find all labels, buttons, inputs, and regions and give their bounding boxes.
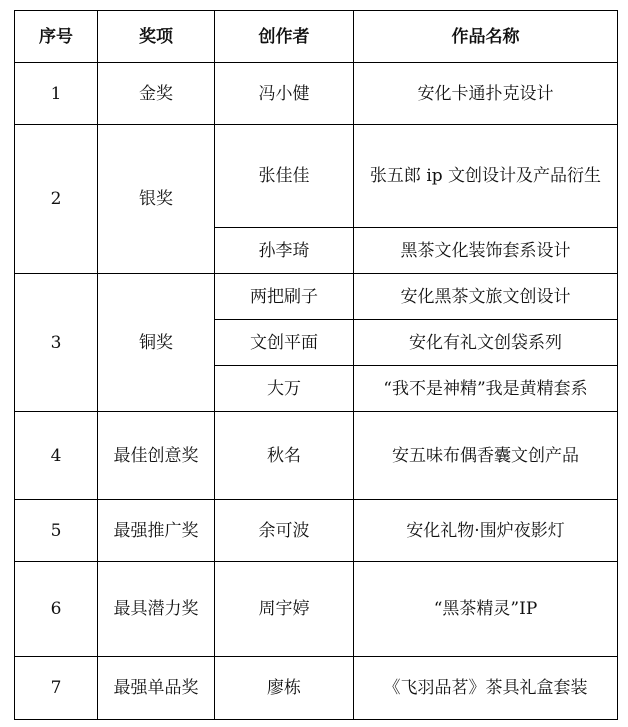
work-title-cell: 安化卡通扑克设计 xyxy=(354,63,618,125)
award-cell: 最佳创意奖 xyxy=(98,412,215,500)
awards-table xyxy=(14,10,618,720)
header-cell-creator: 创作者 xyxy=(215,11,354,63)
row-number-cell: 3 xyxy=(15,274,98,412)
creator-cell: 秋名 xyxy=(215,412,354,500)
work-title-cell: “我不是神精”我是黄精套系 xyxy=(354,366,618,412)
table-header-row xyxy=(15,11,618,63)
award-cell: 最强单品奖 xyxy=(98,657,215,720)
row-number-cell: 2 xyxy=(15,125,98,274)
work-title-cell: 安化有礼文创袋系列 xyxy=(354,320,618,366)
creator-cell: 张佳佳 xyxy=(215,125,354,228)
table-row xyxy=(15,562,618,657)
row-number-cell: 6 xyxy=(15,562,98,657)
award-cell: 铜奖 xyxy=(98,274,215,412)
row-number-cell: 7 xyxy=(15,657,98,720)
award-cell: 最强推广奖 xyxy=(98,500,215,562)
work-title-cell: “黑茶精灵”IP xyxy=(354,562,618,657)
award-cell: 金奖 xyxy=(98,63,215,125)
table-row xyxy=(15,500,618,562)
creator-cell: 孙李琦 xyxy=(215,228,354,274)
table-row xyxy=(15,412,618,500)
work-title-cell: 安五味布偶香囊文创产品 xyxy=(354,412,618,500)
work-title-cell: 张五郎 ip 文创设计及产品衍生 xyxy=(354,125,618,228)
table-row xyxy=(15,274,618,320)
row-number-cell: 5 xyxy=(15,500,98,562)
row-number-cell: 1 xyxy=(15,63,98,125)
header-cell-number: 序号 xyxy=(15,11,98,63)
award-cell: 银奖 xyxy=(98,125,215,274)
work-title-cell: 《飞羽品茗》茶具礼盒套装 xyxy=(354,657,618,720)
work-title-cell: 黑茶文化装饰套系设计 xyxy=(354,228,618,274)
header-cell-award: 奖项 xyxy=(98,11,215,63)
table-row xyxy=(15,125,618,228)
row-number-cell: 4 xyxy=(15,412,98,500)
header-cell-work: 作品名称 xyxy=(354,11,618,63)
work-title-cell: 安化礼物·围炉夜影灯 xyxy=(354,500,618,562)
creator-cell: 冯小健 xyxy=(215,63,354,125)
creator-cell: 廖栋 xyxy=(215,657,354,720)
table-row xyxy=(15,657,618,720)
award-cell: 最具潜力奖 xyxy=(98,562,215,657)
creator-cell: 文创平面 xyxy=(215,320,354,366)
creator-cell: 两把刷子 xyxy=(215,274,354,320)
creator-cell: 周宇婷 xyxy=(215,562,354,657)
work-title-cell: 安化黑茶文旅文创设计 xyxy=(354,274,618,320)
creator-cell: 大万 xyxy=(215,366,354,412)
table-row xyxy=(15,63,618,125)
creator-cell: 余可波 xyxy=(215,500,354,562)
